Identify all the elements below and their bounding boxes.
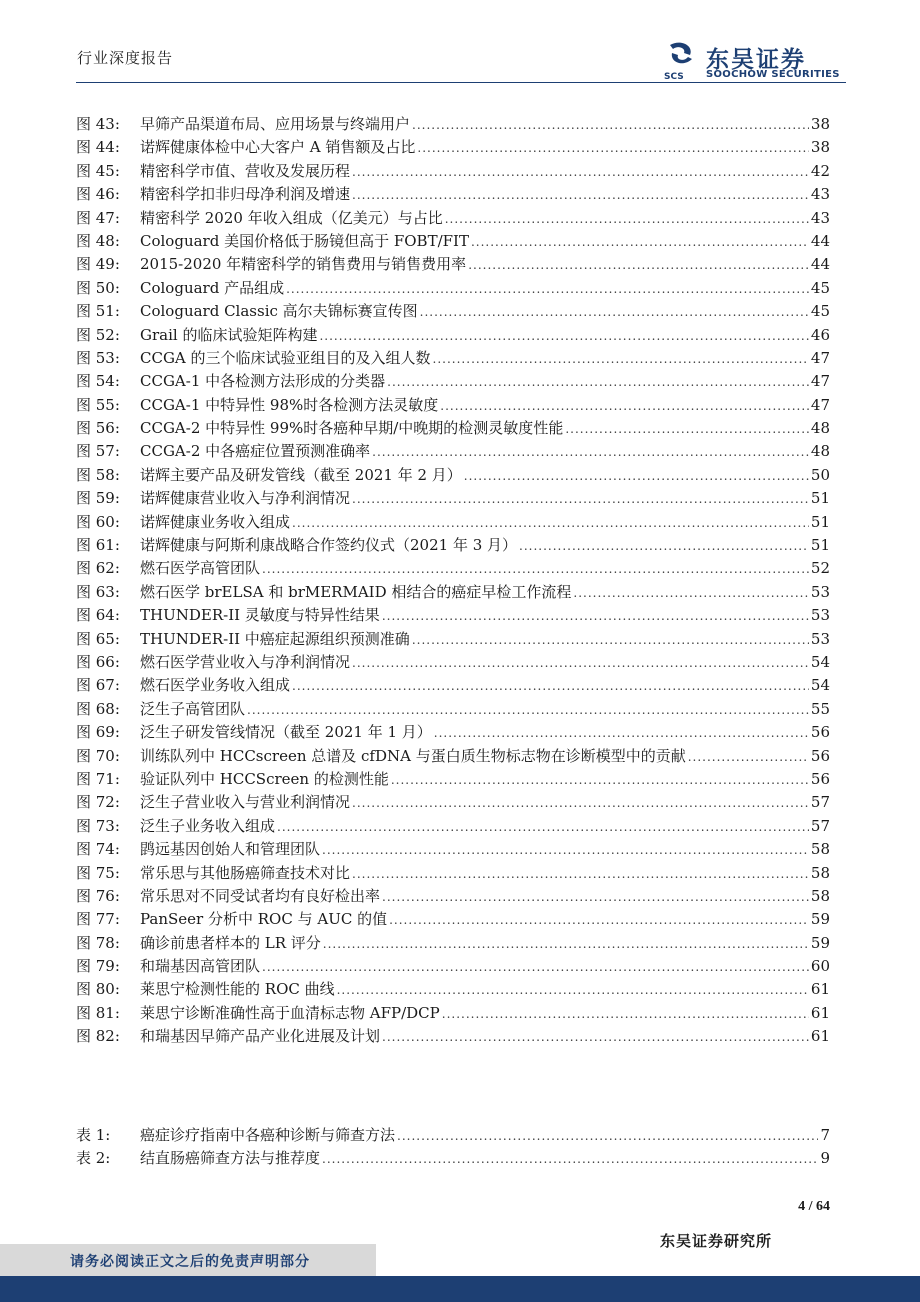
figure-toc-row[interactable] [76, 394, 830, 417]
toc-entry-title: 泛生子营业收入与营业利润情况 [140, 793, 351, 812]
toc-entry-number: 图 66: [76, 652, 120, 671]
figure-toc-row[interactable] [76, 978, 830, 1001]
toc-entry-number: 图 62: [76, 559, 120, 578]
toc-dot-leader [445, 208, 809, 231]
toc-entry-title: 莱思宁检测性能的 ROC 曲线 [140, 980, 335, 999]
toc-entry-page: 54 [810, 652, 830, 671]
toc-entry-title: 精密科学扣非归母净利润及增速 [140, 185, 351, 204]
toc-entry-number: 图 63: [76, 582, 120, 601]
toc-entry-page: 52 [810, 559, 830, 578]
toc-entry-title: 和瑞基因早筛产品产业化进展及计划 [140, 1027, 381, 1046]
figure-toc-row[interactable] [76, 557, 830, 580]
figure-toc-row[interactable] [76, 183, 830, 206]
toc-dot-leader [440, 395, 809, 418]
figure-toc-row[interactable] [76, 230, 830, 253]
toc-entry-page: 45 [810, 302, 830, 321]
figure-toc-row[interactable] [76, 277, 830, 300]
toc-entry-page: 46 [810, 325, 830, 344]
toc-entry-title: 精密科学市值、营收及发展历程 [140, 161, 351, 180]
toc-dot-leader [382, 886, 809, 909]
toc-entry-number: 图 72: [76, 793, 120, 812]
figure-toc-row[interactable] [76, 838, 830, 861]
figure-toc-row[interactable] [76, 487, 830, 510]
toc-entry-title: 诺辉健康体检中心大客户 A 销售额及占比 [140, 138, 416, 157]
figure-toc-row[interactable] [76, 674, 830, 697]
toc-dot-leader [391, 769, 809, 792]
toc-dot-leader [417, 137, 809, 160]
figure-toc-row[interactable] [76, 207, 830, 230]
toc-entry-page: 59 [810, 910, 830, 929]
toc-dot-leader [412, 629, 809, 652]
toc-dot-leader [277, 816, 809, 839]
toc-dot-leader [247, 699, 809, 722]
figure-toc-row[interactable] [76, 768, 830, 791]
toc-entry-number: 图 74: [76, 840, 120, 859]
toc-dot-leader [433, 348, 809, 371]
toc-entry-page: 57 [810, 816, 830, 835]
figure-toc-row[interactable] [76, 347, 830, 370]
figure-toc-row[interactable] [76, 511, 830, 534]
toc-entry-page: 51 [810, 512, 830, 531]
toc-entry-number: 图 79: [76, 957, 120, 976]
toc-entry-number: 图 80: [76, 980, 120, 999]
toc-entry-page: 47 [810, 395, 830, 414]
institute-name: 东吴证券研究所 [660, 1232, 773, 1250]
toc-entry-title: Grail 的临床试验矩阵构建 [140, 325, 318, 344]
toc-dot-leader [412, 114, 809, 137]
toc-entry-title: 和瑞基因高管团队 [140, 957, 261, 976]
toc-dot-leader [389, 909, 809, 932]
table-toc-row[interactable] [76, 1147, 830, 1170]
toc-entry-number: 图 56: [76, 419, 120, 438]
toc-dot-leader [387, 371, 809, 394]
toc-entry-title: 诺辉健康营业收入与净利润情况 [140, 489, 351, 508]
footer-bar [0, 1276, 920, 1302]
toc-entry-page: 38 [810, 115, 830, 133]
toc-entry-title: 泛生子高管团队 [140, 699, 246, 718]
toc-entry-number: 表 1: [76, 1126, 111, 1144]
toc-entry-page: 42 [810, 161, 830, 180]
toc-entry-page: 47 [810, 372, 830, 391]
report-type-label: 行业深度报告 [77, 49, 174, 67]
toc-entry-page: 53 [810, 582, 830, 601]
toc-entry-title: CCGA 的三个临床试验亚组目的及入组人数 [140, 348, 431, 367]
toc-entry-title: 诺辉主要产品及研发管线（截至 2021 年 2 月） [140, 465, 462, 484]
toc-entry-title: 癌症诊疗指南中各癌种诊断与筛查方法 [140, 1126, 396, 1144]
toc-entry-number: 图 77: [76, 910, 120, 929]
toc-entry-page: 48 [810, 419, 830, 438]
figure-toc-row[interactable] [76, 932, 830, 955]
figure-toc-row[interactable] [76, 464, 830, 487]
toc-entry-page: 56 [810, 769, 830, 788]
toc-entry-page: 38 [810, 138, 830, 157]
toc-entry-page: 43 [810, 208, 830, 227]
toc-entry-title: 莱思宁诊断准确性高于血清标志物 AFP/DCP [140, 1003, 440, 1022]
toc-entry-title: 燃石医学高管团队 [140, 559, 261, 578]
toc-entry-page: 58 [810, 863, 830, 882]
toc-entry-number: 图 69: [76, 723, 120, 742]
disclaimer-text: 请务必阅读正文之后的免责声明部分 [70, 1254, 310, 1270]
toc-dot-leader [323, 933, 809, 956]
toc-dot-leader [372, 441, 809, 464]
figure-toc-row[interactable] [76, 721, 830, 744]
toc-entry-page: 44 [810, 255, 830, 274]
figure-toc-row[interactable] [76, 815, 830, 838]
toc-entry-number: 图 51: [76, 302, 120, 321]
header-divider [76, 82, 846, 83]
toc-entry-number: 图 61: [76, 536, 120, 555]
toc-entry-page: 56 [810, 723, 830, 742]
toc-dot-leader [352, 863, 809, 886]
toc-dot-leader [352, 652, 809, 675]
toc-entry-number: 图 54: [76, 372, 120, 391]
figure-toc-row[interactable] [76, 745, 830, 768]
toc-entry-number: 图 64: [76, 606, 120, 625]
figure-toc-row[interactable] [76, 113, 830, 136]
toc-entry-title: 常乐思对不同受试者均有良好检出率 [140, 886, 381, 905]
toc-dot-leader [352, 792, 809, 815]
toc-entry-title: CCGA-2 中各癌症位置预测准确率 [140, 442, 371, 461]
figure-toc-row[interactable] [76, 604, 830, 627]
toc-dot-leader [397, 1125, 818, 1148]
toc-entry-page: 59 [810, 933, 830, 952]
toc-entry-number: 图 60: [76, 512, 120, 531]
toc-entry-number: 图 49: [76, 255, 120, 274]
toc-entry-number: 图 55: [76, 395, 120, 414]
toc-entry-title: THUNDER-II 中癌症起源组织预测准确 [140, 629, 410, 648]
toc-entry-title: 诺辉健康业务收入组成 [140, 512, 291, 531]
toc-entry-number: 图 53: [76, 348, 120, 367]
figure-toc-row[interactable] [76, 300, 830, 323]
toc-dot-leader [352, 488, 809, 511]
toc-entry-number: 图 57: [76, 442, 120, 461]
scs-logo-icon [664, 41, 698, 81]
toc-entry-number: 图 44: [76, 138, 120, 157]
toc-entry-page: 51 [810, 489, 830, 508]
toc-dot-leader [382, 1026, 809, 1049]
figure-toc-row[interactable] [76, 324, 830, 347]
toc-entry-number: 图 78: [76, 933, 120, 952]
toc-dot-leader [471, 231, 809, 254]
toc-dot-leader [573, 582, 809, 605]
toc-entry-page: 61 [810, 1027, 830, 1046]
soochow-logo [664, 41, 846, 81]
toc-dot-leader [262, 956, 809, 979]
toc-entry-title: 训练队列中 HCCscreen 总谱及 cfDNA 与蛋白质生物标志物在诊断模型中的贡献 [140, 746, 686, 765]
toc-entry-number: 图 43: [76, 115, 120, 133]
toc-entry-page: 60 [810, 957, 830, 976]
toc-entry-title: 精密科学 2020 年收入组成（亿美元）与占比 [140, 208, 443, 227]
toc-entry-number: 图 45: [76, 161, 120, 180]
toc-entry-number: 图 71: [76, 769, 120, 788]
toc-dot-leader [442, 1003, 809, 1026]
toc-dot-leader [382, 605, 809, 628]
toc-entry-title: 泛生子研发管线情况（截至 2021 年 1 月） [140, 723, 432, 742]
toc-entry-title: 验证队列中 HCCScreen 的检测性能 [140, 769, 389, 788]
toc-entry-title: Cologuard Classic 高尔夫锦标赛宣传图 [140, 302, 418, 321]
figure-toc-row[interactable] [76, 628, 830, 651]
toc-dot-leader [319, 325, 808, 348]
toc-entry-title: 结直肠癌筛查方法与推荐度 [140, 1149, 321, 1168]
toc-dot-leader [286, 278, 809, 301]
toc-entry-title: CCGA-1 中特异性 98%时各检测方法灵敏度 [140, 395, 439, 414]
toc-entry-number: 图 68: [76, 699, 120, 718]
toc-dot-leader [337, 979, 809, 1002]
toc-entry-number: 图 73: [76, 816, 120, 835]
toc-dot-leader [420, 301, 809, 324]
figure-toc-row[interactable] [76, 370, 830, 393]
toc-entry-page: 50 [810, 465, 830, 484]
toc-dot-leader [352, 184, 809, 207]
toc-dot-leader [292, 512, 809, 535]
toc-entry-page: 61 [810, 1003, 830, 1022]
toc-entry-page: 53 [810, 629, 830, 648]
toc-entry-title: CCGA-2 中特异性 99%时各癌种早期/中晚期的检测灵敏度性能 [140, 419, 564, 438]
toc-entry-page: 57 [810, 793, 830, 812]
toc-entry-page: 51 [810, 536, 830, 555]
figure-toc-row[interactable] [76, 417, 830, 440]
figure-toc-row[interactable] [76, 253, 830, 276]
toc-entry-number: 图 70: [76, 746, 120, 765]
figure-toc-row[interactable] [76, 160, 830, 183]
toc-entry-page: 56 [810, 746, 830, 765]
toc-dot-leader [352, 161, 809, 184]
toc-entry-number: 图 46: [76, 185, 120, 204]
toc-entry-title: THUNDER-II 灵敏度与特异性结果 [140, 606, 380, 625]
figure-toc-row[interactable] [76, 651, 830, 674]
disclaimer-band [0, 1244, 376, 1276]
toc-entry-number: 图 47: [76, 208, 120, 227]
figure-toc-row[interactable] [76, 955, 830, 978]
toc-entry-title: PanSeer 分析中 ROC 与 AUC 的值 [140, 910, 388, 929]
figure-toc-row[interactable] [76, 791, 830, 814]
toc-entry-page: 54 [810, 676, 830, 695]
toc-entry-page: 53 [810, 606, 830, 625]
figure-toc-row[interactable] [76, 698, 830, 721]
toc-entry-title: Cologuard 美国价格低于肠镜但高于 FOBT/FIT [140, 231, 469, 250]
toc-entry-page: 43 [810, 185, 830, 204]
toc-dot-leader [292, 675, 809, 698]
svg-text:SCS: SCS [664, 72, 684, 81]
toc-entry-page: 47 [810, 348, 830, 367]
toc-entry-title: 泛生子业务收入组成 [140, 816, 276, 835]
toc-entry-page: 44 [810, 231, 830, 250]
toc-entry-number: 表 2: [76, 1149, 111, 1168]
toc-dot-leader [262, 558, 809, 581]
toc-entry-title: CCGA-1 中各检测方法形成的分类器 [140, 372, 386, 391]
toc-entry-page: 55 [810, 699, 830, 718]
toc-entry-number: 图 65: [76, 629, 120, 648]
toc-dot-leader [688, 746, 809, 769]
toc-entry-page: 7 [820, 1126, 830, 1144]
table-toc-row[interactable] [76, 1124, 830, 1147]
figure-toc-row[interactable] [76, 862, 830, 885]
toc-entry-title: 2015-2020 年精密科学的销售费用与销售费用率 [140, 255, 467, 274]
toc-entry-title: 燃石医学业务收入组成 [140, 676, 291, 695]
toc-entry-page: 48 [810, 442, 830, 461]
figure-toc-row[interactable] [76, 885, 830, 908]
toc-entry-number: 图 50: [76, 278, 120, 297]
toc-dot-leader [434, 722, 809, 745]
toc-entry-number: 图 59: [76, 489, 120, 508]
toc-entry-page: 45 [810, 278, 830, 297]
toc-entry-number: 图 52: [76, 325, 120, 344]
page-number: 4 / 64 [798, 1199, 830, 1214]
toc-entry-title: 早筛产品渠道布局、应用场景与终端用户 [140, 115, 411, 133]
figure-toc-row[interactable] [76, 1002, 830, 1025]
logo-chinese-name: 东吴证券 [706, 47, 806, 73]
toc-entry-page: 9 [820, 1149, 830, 1168]
figure-toc-row[interactable] [76, 136, 830, 159]
toc-dot-leader [322, 1148, 818, 1171]
toc-entry-title: 燃石医学 brELSA 和 brMERMAID 相结合的癌症早检工作流程 [140, 582, 572, 601]
toc-entry-page: 61 [810, 980, 830, 999]
toc-entry-title: 常乐思与其他肠癌筛查技术对比 [140, 863, 351, 882]
toc-dot-leader [519, 535, 809, 558]
toc-entry-page: 58 [810, 840, 830, 859]
toc-entry-number: 图 48: [76, 231, 120, 250]
toc-entry-number: 图 75: [76, 863, 120, 882]
toc-entry-number: 图 81: [76, 1003, 120, 1022]
toc-entry-title: 确诊前患者样本的 LR 评分 [140, 933, 321, 952]
toc-entry-number: 图 67: [76, 676, 120, 695]
toc-entry-title: 鹍远基因创始人和管理团队 [140, 840, 321, 859]
toc-dot-leader [464, 465, 809, 488]
table-list [76, 1124, 830, 1171]
figure-toc-row[interactable] [76, 1025, 830, 1048]
toc-entry-title: 诺辉健康与阿斯利康战略合作签约仪式（2021 年 3 月） [140, 536, 518, 555]
toc-entry-number: 图 76: [76, 886, 120, 905]
toc-dot-leader [565, 418, 809, 441]
figure-toc-row[interactable] [76, 908, 830, 931]
toc-entry-number: 图 58: [76, 465, 120, 484]
toc-dot-leader [322, 839, 809, 862]
toc-entry-page: 58 [810, 886, 830, 905]
figure-toc-row[interactable] [76, 440, 830, 463]
toc-entry-title: 燃石医学营业收入与净利润情况 [140, 652, 351, 671]
toc-dot-leader [468, 254, 809, 277]
figure-toc-row[interactable] [76, 534, 830, 557]
toc-entry-title: Cologuard 产品组成 [140, 278, 285, 297]
figure-toc-row[interactable] [76, 581, 830, 604]
toc-entry-number: 图 82: [76, 1027, 120, 1046]
figure-list [76, 113, 830, 1049]
logo-english-name: SOOCHOW SECURITIES [706, 69, 840, 80]
